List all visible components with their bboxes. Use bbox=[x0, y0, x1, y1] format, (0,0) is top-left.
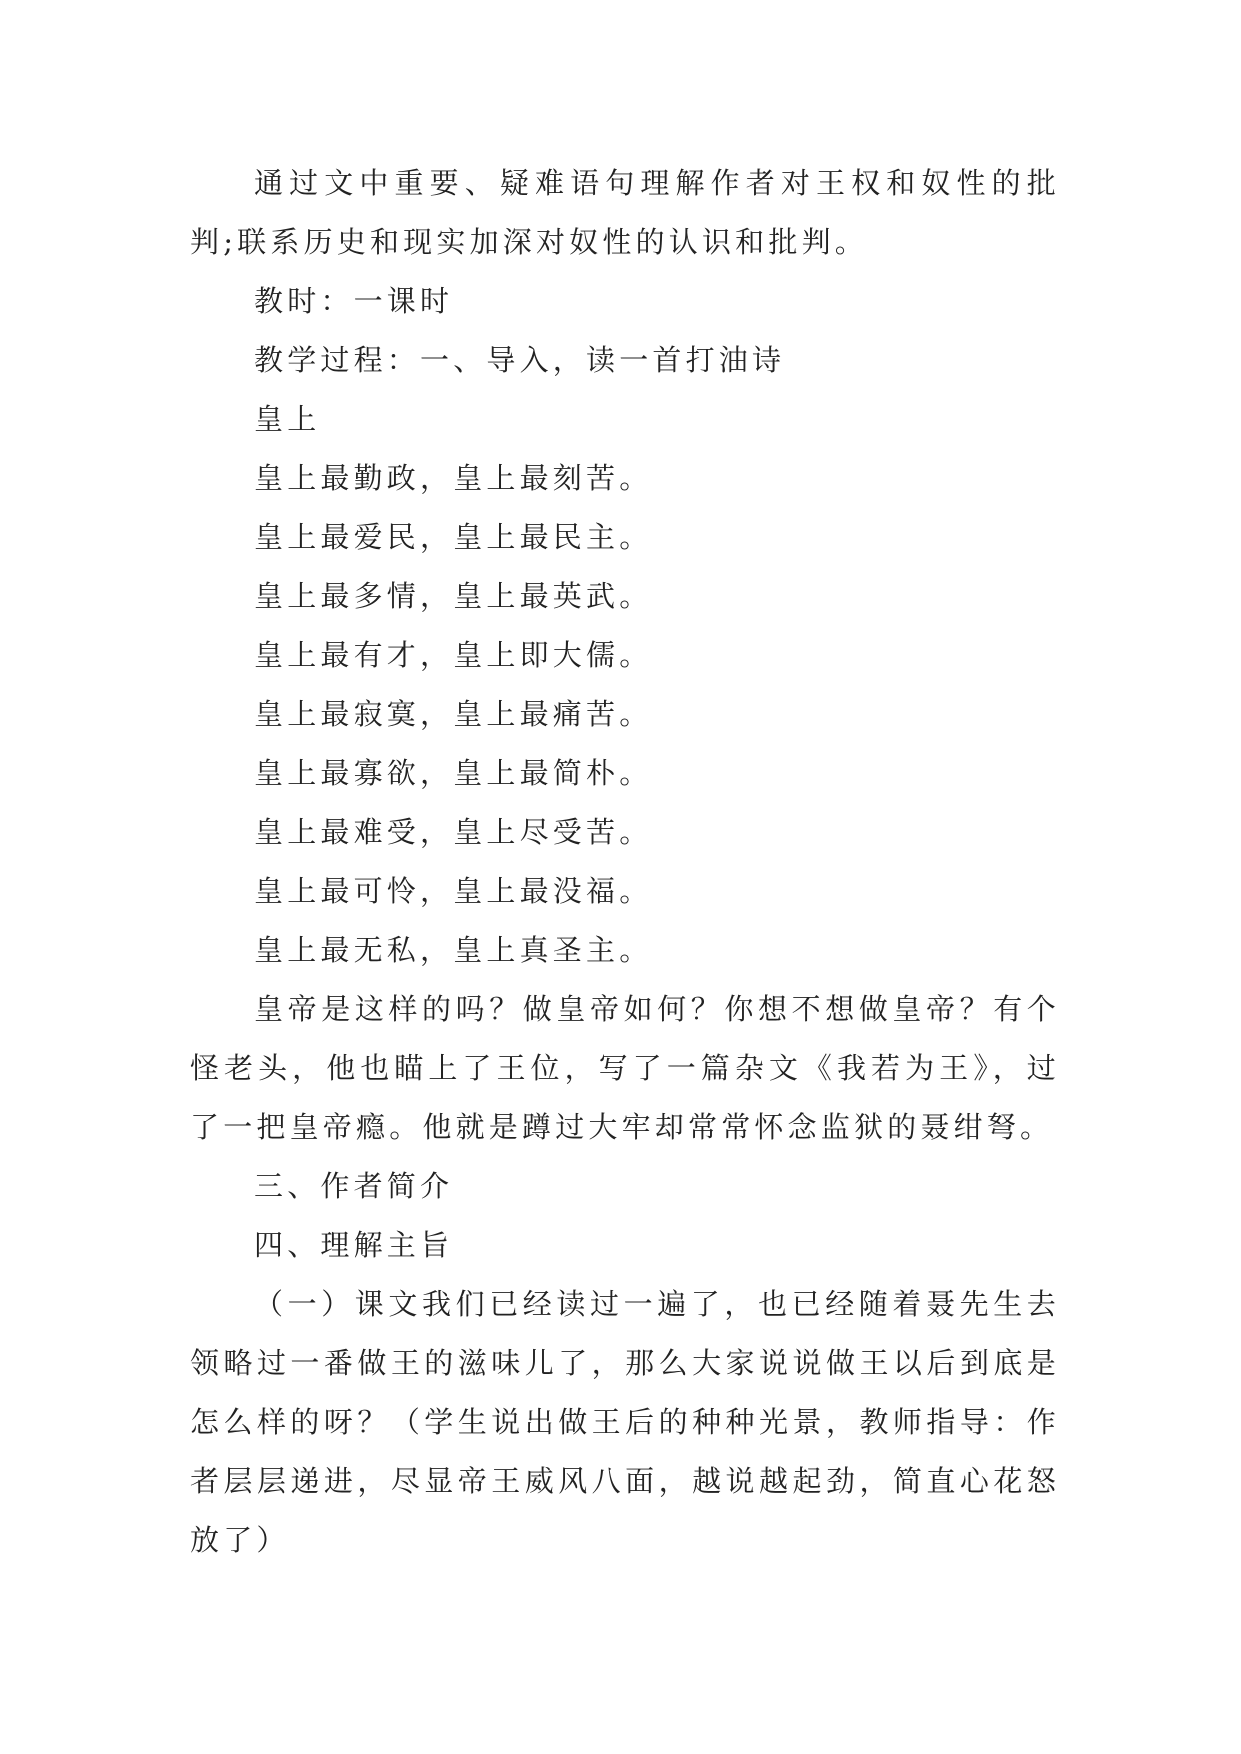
poem-line: 皇上最可怜，皇上最没福。 bbox=[254, 874, 653, 908]
section-heading-author: 三、作者简介 bbox=[254, 1169, 454, 1203]
objective-paragraph: 通过文中重要、疑难语句理解作者对王权和奴性的批判;联系历史和现实加深对奴性的认识和批判。 bbox=[190, 166, 1060, 259]
poem-line: 皇上最寂寞，皇上最痛苦。 bbox=[254, 697, 653, 731]
document-body bbox=[190, 154, 1060, 1570]
intro-paragraph: 皇帝是这样的吗？做皇帝如何？你想不想做皇帝？有个怪老头，他也瞄上了王位，写了一篇杂文《我若为王》，过了一把皇帝瘾。他就是蹲过大牢却常常怀念监狱的聂绀弩。 bbox=[190, 992, 1060, 1144]
poem-line: 皇上最爱民，皇上最民主。 bbox=[254, 520, 653, 554]
poem-line: 皇上最勤政，皇上最刻苦。 bbox=[254, 461, 653, 495]
section-heading-theme: 四、理解主旨 bbox=[254, 1228, 454, 1262]
process-intro-line: 教学过程：一、导入，读一首打油诗 bbox=[254, 343, 786, 377]
class-hours-line: 教时：一课时 bbox=[254, 284, 454, 318]
poem-line: 皇上最寡欲，皇上最简朴。 bbox=[254, 756, 653, 790]
poem-line: 皇上最有才，皇上即大儒。 bbox=[254, 638, 653, 672]
poem-line: 皇上最多情，皇上最英武。 bbox=[254, 579, 653, 613]
poem-line: 皇上最无私，皇上真圣主。 bbox=[254, 933, 653, 967]
poem-line: 皇上最难受，皇上尽受苦。 bbox=[254, 815, 653, 849]
poem-title: 皇上 bbox=[254, 402, 321, 436]
question-paragraph: （一）课文我们已经读过一遍了，也已经随着聂先生去领略过一番做王的滋味儿了，那么大家说说做王以后到底是怎么样的呀？（学生说出做王后的种种光景，教师指导：作者层层递进，尽显帝王威风八面，越说越起劲，简直心花怒放了） bbox=[190, 1287, 1060, 1557]
